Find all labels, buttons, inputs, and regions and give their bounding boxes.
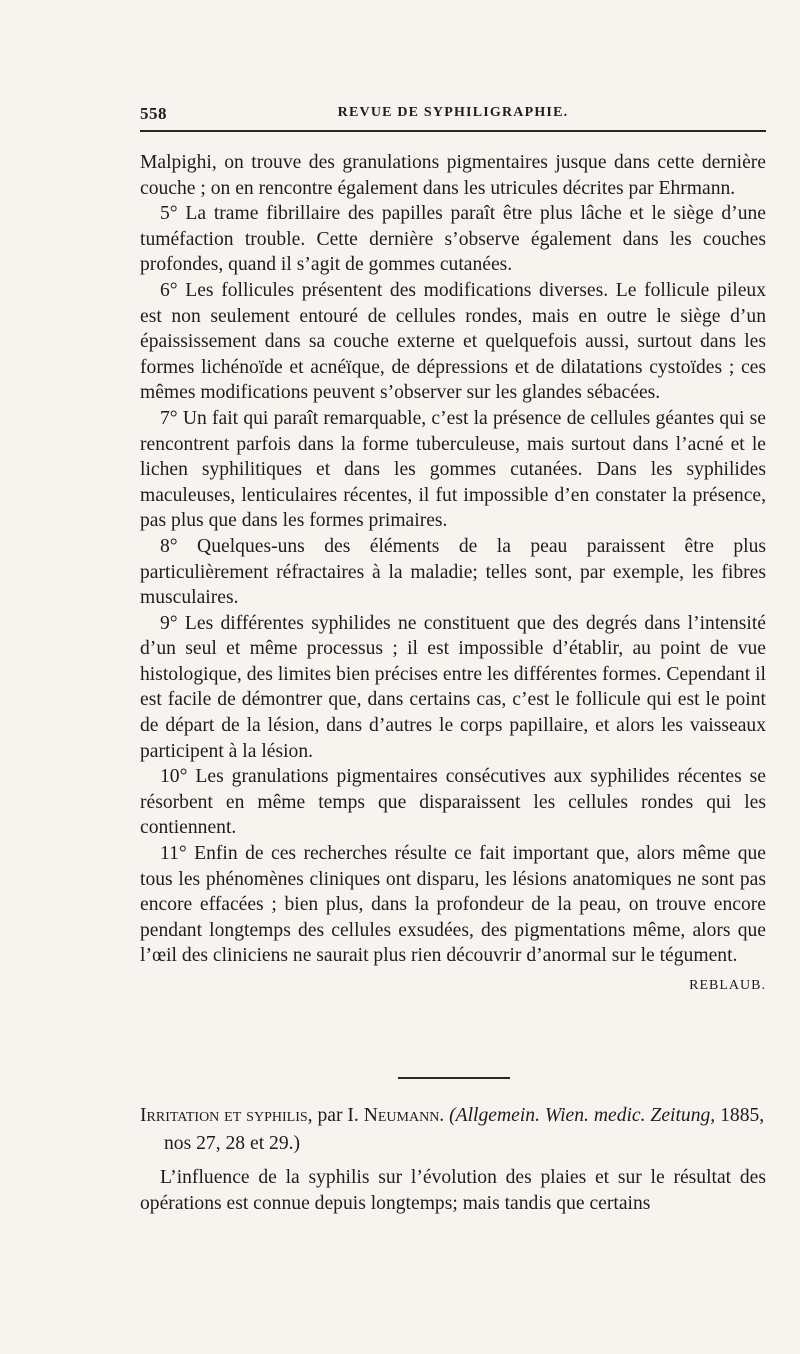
article-issue-numbers: 1885, nos 27, 28 et 29.) <box>164 1105 765 1154</box>
body-text <box>140 150 766 999</box>
article-title: Irritation et syphilis, <box>140 1105 313 1126</box>
article-author: I. Neumann. <box>347 1105 445 1126</box>
paragraph-item-8: 8° Quelques-uns des éléments de la peau paraissent être plus particulièrement réfractaires à la maladie; telles sont, par exemple, les fibres musculaires. <box>140 535 766 609</box>
article-journal: (Allgemein. Wien. medic. Zeitung, <box>449 1105 716 1126</box>
paragraph-continuation: Malpighi, on trouve des granulations pigmentaires jusque dans cette dernière couche ; on en rencontre également dans les utricules décrites par Ehrmann. <box>140 152 766 199</box>
paragraph-item-10: 10° Les granulations pigmentaires consécutives aux syphilides récentes se résorbent en même temps que disparaissent les cellules rondes qui les contiennent. <box>140 766 766 839</box>
running-title: REVUE DE SYPHILIGRAPHIE. <box>337 105 569 120</box>
page-number: 558 <box>140 104 167 123</box>
paragraph-item-11-text: 11° Enfin de ces recherches résulte ce fait important que, alors même que tous les phénomènes cliniques ont disparu, les lésions anatomiques ne sont pas encore effacées ; bien plus, dans la profondeur de la peau, on trouve encore pendant longtemps des cellules exsudées, des pigmentations même, alors que l’œil des cliniciens ne saurait plus rien découvrir d’anormal sur le tégument. <box>140 843 766 967</box>
author-signature: REBLAUB. <box>689 978 766 993</box>
article-first-paragraph: L’influence de la syphilis sur l’évolution des plaies et sur le résultat des opérations est connue depuis longtemps; mais tandis que certains <box>140 1167 766 1214</box>
paragraph-item-6: 6° Les follicules présentent des modifications diverses. Le follicule pileux est non seulement entouré de cellules rondes, mais en outre le siège d’un épaississement dans sa couche externe et quelquefois aussi, surtout dans les formes lichénoïde et acnéïque, de dépressions et de dilatations cystoïdes ; ces mêmes modifications peuvent s’observer sur les glandes sébacées. <box>140 279 766 404</box>
article-author-prefix: par <box>317 1105 343 1126</box>
article-section <box>140 1102 766 1216</box>
article-heading <box>140 1102 766 1157</box>
paragraph-item-5: 5° La trame fibrillaire des papilles paraît être plus lâche et le siège d’une tuméfaction trouble. Cette dernière s’observe également dans les couches profondes, quand il s’agit de gommes cutanées. <box>140 203 766 276</box>
paragraph-item-11 <box>140 841 766 993</box>
section-divider <box>398 1077 510 1079</box>
paragraph-item-9: 9° Les différentes syphilides ne constituent que des degrés dans l’intensité d’un seul et même processus ; il est impossible d’établir, au point de vue histologique, des limites bien précises entre les différentes formes. Cependant il est facile de démontrer que, dans certains cas, c’est le follicule qui est le point de départ de la lésion, dans d’autres le corps papillaire, et alors les vaisseaux participent à la lésion. <box>140 612 766 762</box>
paragraph-item-7: 7° Un fait qui paraît remarquable, c’est la présence de cellules géantes qui se rencontrent parfois dans la forme tuberculeuse, mais surtout dans l’acné et le lichen syphilitiques et dans les gommes cutanées. Dans les syphilides maculeuses, lenticulaires récentes, il fut impossible d’en constater la présence, pas plus que dans les formes primaires. <box>140 407 766 532</box>
header-rule <box>140 130 766 132</box>
page-header <box>140 104 766 130</box>
